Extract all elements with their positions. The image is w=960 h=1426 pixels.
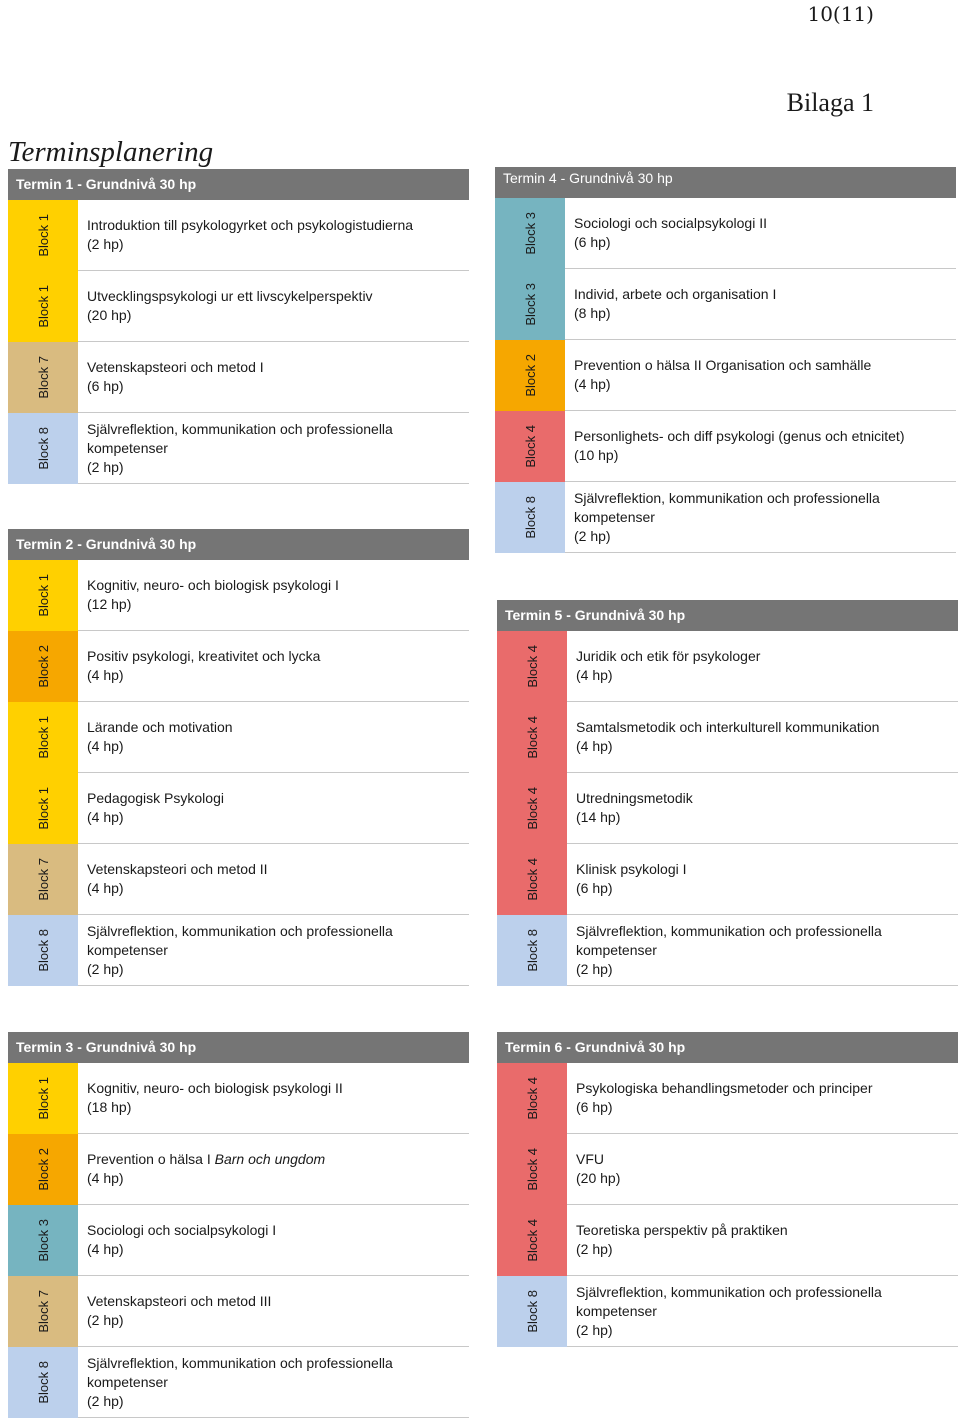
course-row: [8, 631, 469, 702]
block-label: Block 7: [35, 356, 51, 399]
course-credits: (18 hp): [87, 1099, 132, 1115]
course-credits: (4 hp): [87, 809, 124, 825]
course-row: [497, 1063, 958, 1134]
block-label: Block 4: [524, 858, 540, 901]
block-label: Block 8: [35, 427, 51, 470]
course-name: Kognitiv, neuro- och biologisk psykologi II: [87, 1080, 343, 1096]
block-badge: [8, 1063, 78, 1134]
course-info: [78, 413, 469, 484]
course-info: [565, 340, 956, 411]
block-badge: [495, 411, 565, 482]
course-credits: (20 hp): [87, 307, 132, 323]
block-label: Block 1: [35, 285, 51, 328]
course-row: [8, 271, 469, 342]
course-credits: (2 hp): [87, 1392, 124, 1409]
block-badge: [497, 773, 567, 844]
page-number: 10(11): [807, 2, 874, 26]
course-name: Självreflektion, kommunikation och professionella kompetenser: [87, 1354, 393, 1390]
term-header: Termin 4 - Grundnivå 30 hp: [495, 167, 956, 198]
course-name: Sociologi och socialpsykologi I: [87, 1222, 277, 1238]
term-6-schedule: [497, 1032, 958, 1347]
course-credits: (6 hp): [574, 234, 611, 250]
course-row: [8, 1205, 469, 1276]
course-info: [567, 702, 958, 773]
course-credits: (2 hp): [87, 458, 124, 475]
block-badge: [8, 560, 78, 631]
term-header: Termin 3 - Grundnivå 30 hp: [8, 1032, 469, 1063]
course-credits: (2 hp): [87, 236, 124, 252]
term-header: Termin 1 - Grundnivå 30 hp: [8, 169, 469, 200]
course-row: [8, 773, 469, 844]
course-info: [567, 631, 958, 702]
course-name: Sociologi och socialpsykologi II: [574, 215, 767, 231]
block-badge: [495, 269, 565, 340]
course-credits: (20 hp): [576, 1170, 621, 1186]
course-row: [8, 844, 469, 915]
block-label: Block 4: [524, 1077, 540, 1120]
block-label: Block 2: [35, 1148, 51, 1191]
course-name: [87, 1150, 469, 1169]
course-credits: (2 hp): [87, 960, 124, 977]
block-label: Block 8: [524, 929, 540, 972]
course-info: [567, 773, 958, 844]
course-info: [565, 198, 956, 269]
course-credits: (4 hp): [87, 1170, 124, 1186]
course-row: [8, 1063, 469, 1134]
course-info: [78, 1205, 469, 1276]
block-badge: [497, 915, 567, 986]
block-label: Block 1: [35, 1077, 51, 1120]
course-name: Självreflektion, kommunikation och professionella kompetenser: [576, 922, 882, 958]
course-info: [565, 482, 956, 553]
block-badge: [8, 342, 78, 413]
course-credits: (2 hp): [576, 1321, 613, 1338]
block-badge: [497, 631, 567, 702]
course-name: Självreflektion, kommunikation och professionella kompetenser: [574, 489, 880, 525]
course-credits: (12 hp): [87, 596, 132, 612]
course-name: Vetenskapsteori och metod II: [87, 861, 268, 877]
course-row: [8, 1276, 469, 1347]
block-badge: [8, 844, 78, 915]
course-info: [78, 631, 469, 702]
term-4-schedule: [495, 167, 956, 553]
block-label: Block 4: [524, 1219, 540, 1262]
block-label: Block 2: [522, 354, 538, 397]
course-name: Lärande och motivation: [87, 719, 233, 735]
course-row: [497, 773, 958, 844]
course-row: [8, 342, 469, 413]
course-info: [78, 1276, 469, 1347]
course-info: [78, 200, 469, 271]
course-name: Teoretiska perspektiv på praktiken: [576, 1222, 788, 1238]
course-credits: (2 hp): [576, 960, 613, 977]
block-badge: [495, 340, 565, 411]
course-credits: (4 hp): [574, 376, 611, 392]
block-badge: [8, 702, 78, 773]
course-row: [495, 340, 956, 411]
course-name: Psykologiska behandlingsmetoder och principer: [576, 1080, 873, 1096]
course-credits: (4 hp): [576, 738, 613, 754]
block-badge: [495, 482, 565, 553]
course-name: Samtalsmetodik och interkulturell kommunikation: [576, 719, 880, 735]
block-badge: [497, 1276, 567, 1347]
term-1-schedule: [8, 169, 469, 484]
course-info: [567, 1063, 958, 1134]
course-credits: (6 hp): [576, 1099, 613, 1115]
course-row: [495, 411, 956, 482]
course-credits: (4 hp): [87, 667, 124, 683]
block-label: Block 4: [524, 787, 540, 830]
course-name: Pedagogisk Psykologi: [87, 790, 224, 806]
block-badge: [497, 1134, 567, 1205]
course-name-subtitle: Barn och ungdom: [214, 1151, 326, 1167]
course-info: [567, 1276, 958, 1347]
block-badge: [8, 200, 78, 271]
course-name: Självreflektion, kommunikation och professionella kompetenser: [87, 922, 393, 958]
block-label: Block 8: [524, 1290, 540, 1333]
appendix-label: Bilaga 1: [786, 88, 874, 117]
block-label: Block 4: [524, 1148, 540, 1191]
course-name: Självreflektion, kommunikation och professionella kompetenser: [576, 1283, 882, 1319]
block-label: Block 8: [35, 929, 51, 972]
course-credits: (2 hp): [576, 1241, 613, 1257]
course-name: Självreflektion, kommunikation och professionella kompetenser: [87, 420, 393, 456]
block-label: Block 1: [35, 716, 51, 759]
course-info: [78, 773, 469, 844]
course-credits: (8 hp): [574, 305, 611, 321]
course-row: [497, 1134, 958, 1205]
course-info: [78, 915, 469, 986]
term-3-schedule: [8, 1032, 469, 1418]
term-5-schedule: [497, 600, 958, 986]
block-label: Block 4: [522, 425, 538, 468]
block-badge: [497, 844, 567, 915]
block-badge: [8, 1134, 78, 1205]
term-header: Termin 2 - Grundnivå 30 hp: [8, 529, 469, 560]
block-label: Block 1: [35, 214, 51, 257]
course-info: [567, 1134, 958, 1205]
block-badge: [8, 413, 78, 484]
term-header: Termin 5 - Grundnivå 30 hp: [497, 600, 958, 631]
course-name: Introduktion till psykologyrket och psykologistudierna: [87, 217, 414, 233]
course-info: [567, 1205, 958, 1276]
course-row: [8, 1347, 469, 1418]
course-credits: (10 hp): [574, 447, 619, 463]
course-credits: (2 hp): [87, 1312, 124, 1328]
course-info: [567, 844, 958, 915]
block-badge: [497, 702, 567, 773]
block-label: Block 3: [522, 212, 538, 255]
course-info: [78, 342, 469, 413]
course-name: Utredningsmetodik: [576, 790, 693, 806]
course-credits: (4 hp): [87, 880, 124, 896]
course-row: [8, 560, 469, 631]
course-name: Juridik och etik för psykologer: [576, 648, 761, 664]
block-label: Block 4: [524, 645, 540, 688]
block-badge: [8, 271, 78, 342]
course-info: [567, 915, 958, 986]
course-credits: (4 hp): [87, 738, 124, 754]
block-label: Block 4: [524, 716, 540, 759]
course-name: Vetenskapsteori och metod I: [87, 359, 264, 375]
block-label: Block 8: [35, 1361, 51, 1404]
course-row: [497, 915, 958, 986]
block-badge: [497, 1205, 567, 1276]
block-badge: [8, 1347, 78, 1418]
course-row: [8, 1134, 469, 1205]
course-info: [78, 702, 469, 773]
course-credits: (14 hp): [576, 809, 621, 825]
course-row: [495, 269, 956, 340]
course-info: [78, 1063, 469, 1134]
course-credits: (6 hp): [576, 880, 613, 896]
block-label: Block 7: [35, 1290, 51, 1333]
course-info: [78, 1134, 469, 1205]
course-credits: (2 hp): [574, 527, 611, 544]
course-row: [8, 413, 469, 484]
course-row: [497, 631, 958, 702]
course-credits: (6 hp): [87, 378, 124, 394]
course-info: [78, 560, 469, 631]
course-row: [8, 200, 469, 271]
course-row: [497, 702, 958, 773]
block-badge: [8, 1276, 78, 1347]
course-row: [497, 844, 958, 915]
course-info: [565, 411, 956, 482]
course-row: [8, 915, 469, 986]
course-name: Utvecklingspsykologi ur ett livscykelperspektiv: [87, 288, 373, 304]
course-name: Prevention o hälsa II Organisation och samhälle: [574, 357, 872, 373]
term-2-schedule: [8, 529, 469, 986]
term-header: Termin 6 - Grundnivå 30 hp: [497, 1032, 958, 1063]
document-title: Terminsplanering: [8, 136, 214, 168]
course-name: Vetenskapsteori och metod III: [87, 1293, 272, 1309]
block-badge: [8, 915, 78, 986]
block-badge: [8, 1205, 78, 1276]
course-name: Positiv psykologi, kreativitet och lycka: [87, 648, 321, 664]
course-name: Kognitiv, neuro- och biologisk psykologi I: [87, 577, 339, 593]
course-info: [78, 1347, 469, 1418]
course-credits: (4 hp): [87, 1241, 124, 1257]
block-badge: [8, 631, 78, 702]
course-info: [78, 844, 469, 915]
block-label: Block 8: [522, 496, 538, 539]
block-label: Block 1: [35, 574, 51, 617]
course-name: VFU: [576, 1151, 604, 1167]
course-info: [565, 269, 956, 340]
block-label: Block 3: [522, 283, 538, 326]
course-name: Personlighets- och diff psykologi (genus och etnicitet): [574, 428, 905, 444]
course-row: [8, 702, 469, 773]
course-name: Individ, arbete och organisation I: [574, 286, 777, 302]
block-label: Block 2: [35, 645, 51, 688]
block-badge: [495, 198, 565, 269]
course-name-main: Prevention o hälsa I: [87, 1151, 211, 1167]
block-label: Block 7: [35, 858, 51, 901]
block-label: Block 3: [35, 1219, 51, 1262]
course-info: [78, 271, 469, 342]
course-row: [497, 1276, 958, 1347]
course-credits: (4 hp): [576, 667, 613, 683]
block-badge: [8, 773, 78, 844]
block-badge: [497, 1063, 567, 1134]
course-row: [495, 198, 956, 269]
course-row: [495, 482, 956, 553]
course-row: [497, 1205, 958, 1276]
course-name: Klinisk psykologi I: [576, 861, 687, 877]
block-label: Block 1: [35, 787, 51, 830]
